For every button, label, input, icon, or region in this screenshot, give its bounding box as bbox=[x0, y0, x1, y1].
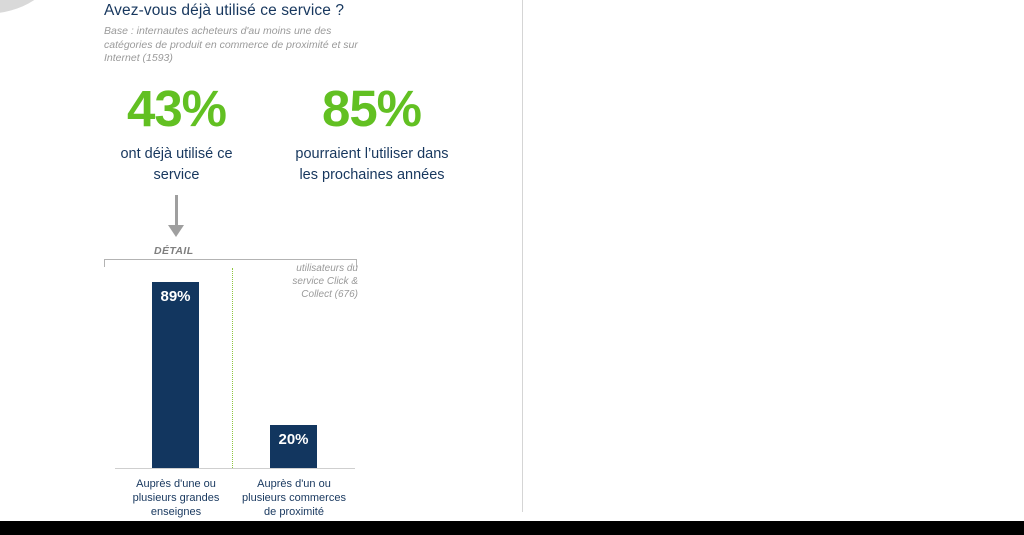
detail-bracket-left bbox=[104, 259, 105, 267]
bar-chart-axis bbox=[115, 468, 355, 469]
left-stat1-value: 43% bbox=[126, 80, 227, 137]
left-panel bbox=[0, 0, 522, 521]
bottom-black-bar bbox=[0, 521, 1024, 535]
bar-value-label: 89% bbox=[160, 288, 191, 305]
bar-value-label: 20% bbox=[278, 431, 309, 448]
detail-bracket-top bbox=[104, 259, 357, 260]
left-detail-label: DÉTAIL bbox=[154, 245, 194, 257]
left-question-base: Base : internautes acheteurs d'au moins une des catégories de produit en commerce de proximité et sur Internet (1593) bbox=[104, 25, 358, 64]
left-question-title: Avez-vous déjà utilisé ce service ? bbox=[104, 2, 345, 19]
bar-chart-separator bbox=[232, 268, 233, 468]
bar-category-label-2: Auprès d'un ou plusieurs commerces de proximité bbox=[242, 478, 346, 518]
click-collect-note: utilisateurs du service Click & Collect (676) bbox=[292, 263, 358, 300]
left-stat2-value: 85% bbox=[321, 80, 422, 137]
bar-commerces-proximite bbox=[270, 425, 317, 468]
bar-category-label-1: Auprès d'une ou plusieurs grandes enseignes bbox=[132, 478, 220, 518]
right-panel bbox=[523, 0, 1024, 521]
left-stat2-caption: pourraient l’utiliser dans les prochaines années bbox=[295, 146, 449, 183]
left-stat1-caption: ont déjà utilisé ce service bbox=[120, 146, 233, 183]
left-down-arrow-icon bbox=[160, 195, 192, 239]
bar-grandes-enseignes bbox=[152, 282, 199, 468]
